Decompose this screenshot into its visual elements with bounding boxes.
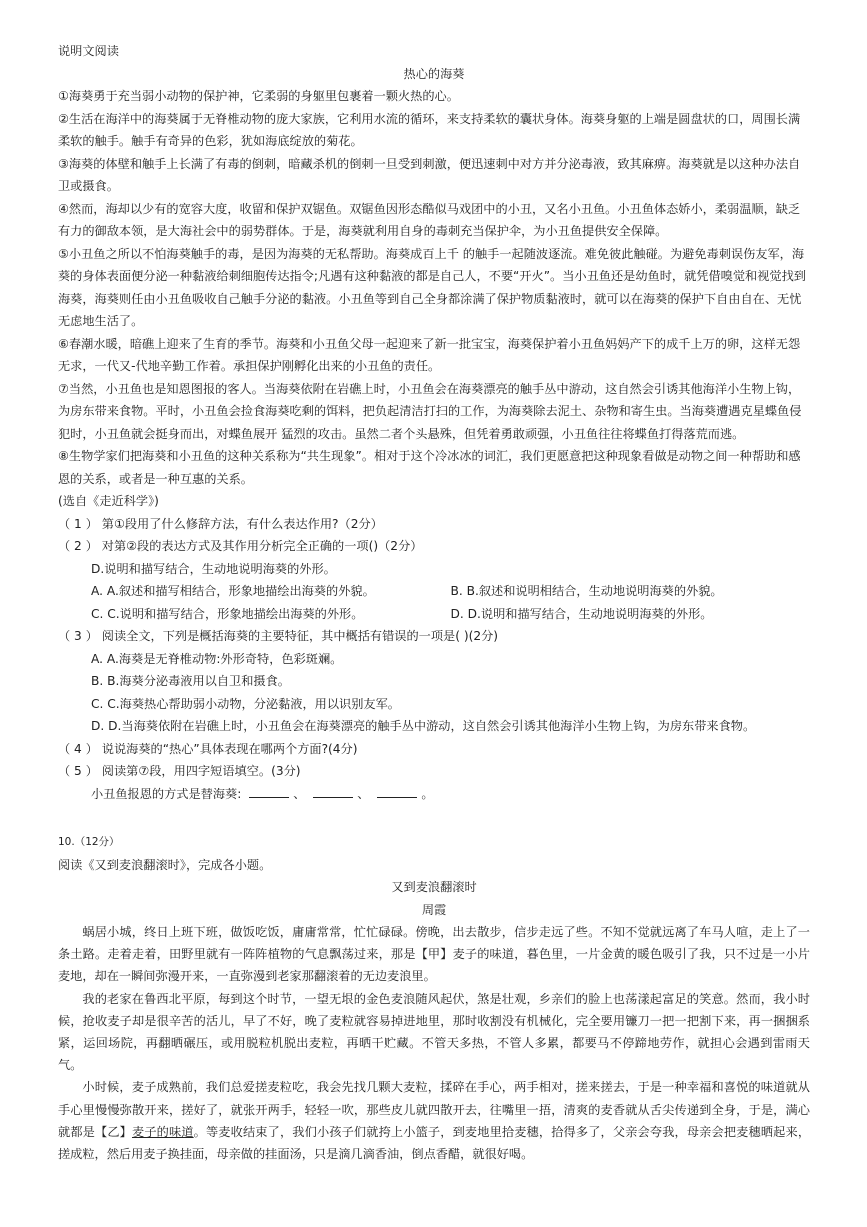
answer-blank-2[interactable] <box>313 785 353 798</box>
question-5-fill-line <box>58 783 810 806</box>
option-a[interactable]: A. A.叙述和描写相结合，形象地描绘出海葵的外貌。 <box>91 584 375 598</box>
option-d[interactable]: D. D.当海葵依附在岩礁上时，小丑鱼会在海葵漂亮的触手丛中游动，这自然会引诱其他海洋小生物上钩，为房东带来食物。 <box>91 719 756 733</box>
question-10-number: 10.（12分） <box>58 836 120 848</box>
question-2-extra: D.说明和描写结合，生动地说明海葵的外形。 <box>91 561 336 576</box>
paragraph-7: ⑦当然，小丑鱼也是知恩图报的客人。当海葵依附在岩礁上时，小丑鱼会在海葵漂亮的触手丛中游动，这自然会引诱其他海洋小生物上钩，为房东带来食物。平时，小丑鱼会捡食海葵吃剩的饵料，把负起清洁打扫的工作，为海葵除去泥土、杂物和寄生虫。当海葵遭遇克星蝶鱼侵犯时，小丑鱼就会挺身而出，对蝶鱼展开 猛烈的攻击。虽然二者个头悬殊，但凭着勇敢顽强，小丑鱼往往将蝶鱼打得落荒而逃。 <box>58 381 802 441</box>
question-4: （ 4 ） 说说海葵的“热心”具体表现在哪两个方面?(4分) <box>58 741 358 756</box>
question-1: （ 1 ） 第①段用了什么修辞方法，有什么表达作用?（2分） <box>58 516 383 531</box>
source-note: (选自《走近科学》) <box>58 494 159 508</box>
essay-p3-before: 小时候，麦子成熟前，我们总爱搓麦粒吃，我会先找几颗大麦粒，揉碎在手心，两手相对，搓来搓去，于是一种幸福和喜悦的味道就从手心里慢慢弥散开来，搓好了，就张开两手，轻轻一吹，那些皮儿就四散开去，往嘴里一捂，清爽的麦香就从舌尖传递到全身，于是，满心就都是【乙】 <box>58 1080 810 1139</box>
fill-separator: 、 <box>293 786 306 801</box>
underlined-phrase: 麦子的味道 <box>131 1124 194 1139</box>
option-d[interactable]: D. D.说明和描写结合，生动地说明海葵的外形。 <box>450 606 713 621</box>
essay-paragraph-2: 我的老家在鲁西北平原，每到这个时节，一望无垠的金色麦浪随风起伏，煞是壮观，乡亲们的脸上也荡漾起富足的笑意。然而，我小时候，抢收麦子却是很辛苦的活儿，早了不好，晚了麦粒就容易掉进地里，那时收割没有机械化，完全要用镰刀一把一把割下来，再一捆捆系紧，运回场院，再翻晒碾压，或用脱粒机脱出麦粒，再晒干贮藏。不管天多热，不管人多累，都要马不停蹄地劳作，就担心会遇到雷雨天气。 <box>58 991 810 1073</box>
question-3: （ 3 ） 阅读全文，下列是概括海葵的主要特征，其中概括有错误的一项是( )(2分) <box>58 629 499 643</box>
fill-end: 。 <box>421 786 434 801</box>
paragraph-4: ④然而，海却以少有的宽容大度，收留和保护双锯鱼。双锯鱼因形态酷似马戏团中的小丑，又名小丑鱼。小丑鱼体态娇小，柔弱温顺，缺乏有力的御敌本领，是大海社会中的弱势群体。于是，海葵就利用自身的毒刺充当保护伞，为小丑鱼提供安全保障。 <box>58 201 801 238</box>
essay-p3-after: 。等麦收结束了，我们小孩子们就挎上小篮子，到麦地里拾麦穗，拾得多了，父亲会夸我，母亲会把麦穗晒起来，搓成粒，然后用麦子换挂面，母亲做的挂面汤，只是滴几滴香油，倒点香醋，就很好喝。 <box>58 1124 811 1162</box>
question-2-options-row-2 <box>58 603 810 626</box>
fill-prefix: 小丑鱼报恩的方式是替海葵: <box>91 786 242 801</box>
essay-paragraph-3 <box>58 1076 810 1165</box>
paragraph-2: ②生活在海洋中的海葵属于无脊椎动物的庞大家族，它利用水流的循环，来支持柔软的囊状身体。海葵身躯的上端是圆盘状的口，周围长满柔软的触手。触手有奇异的色彩，犹如海底绽放的菊花。 <box>58 111 801 148</box>
question-5: （ 5 ） 阅读第⑦段，用四字短语填空。(3分) <box>58 764 301 778</box>
essay-paragraph-1: 蜗居小城，终日上班下班，做饭吃饭，庸庸常常，忙忙碌碌。傍晚，出去散步，信步走远了些。不知不觉就远离了车马人喧，走上了一条土路。走着走着，田野里就有一阵阵植物的气息飘荡过来，那是【甲】麦子的味道，暮色里，一片金黄的暖色吸引了我，只不过是一小片麦地，却在一瞬间弥漫开来，一直弥漫到老家那翻滚着的无边麦浪里。 <box>58 925 810 984</box>
question-10-intro: 阅读《又到麦浪翻滚时》，完成各小题。 <box>58 857 272 872</box>
paragraph-3: ③海葵的体壁和触手上长满了有毒的倒刺，暗藏杀机的倒刺一旦受到刺激，便迅速刺中对方并分泌毒液，致其麻痹。海葵就是以这种办法自卫或摄食。 <box>58 156 801 193</box>
option-c[interactable]: C. C.海葵热心帮助弱小动物，分泌黏液，用以识别友军。 <box>91 696 400 711</box>
paragraph-1: ①海葵勇于充当弱小动物的保护神，它柔弱的身躯里包裹着一颗火热的心。 <box>58 89 459 103</box>
fill-separator: 、 <box>357 786 370 801</box>
option-b[interactable]: B. B.海葵分泌毒液用以自卫和摄食。 <box>91 674 290 688</box>
paragraph-8: ⑧生物学家们把海葵和小丑鱼的这种关系称为“共生现象”。相对于这个冷冰冰的词汇，我们更愿意把这种现象看做是动物之间一种帮助和感恩的关系，或者是一种互惠的关系。 <box>58 449 801 486</box>
option-c[interactable]: C. C.说明和描写结合，形象地描绘出海葵的外形。 <box>91 606 364 621</box>
article-title: 热心的海葵 <box>403 66 465 81</box>
question-2: （ 2 ） 对第②段的表达方式及其作用分析完全正确的一项()（2分） <box>58 539 423 553</box>
option-b[interactable]: B. B.叙述和说明相结合，生动地说明海葵的外貌。 <box>450 584 723 598</box>
answer-blank-3[interactable] <box>377 785 417 798</box>
paragraph-6: ⑥春潮水暖，暗礁上迎来了生育的季节。海葵和小丑鱼父母一起迎来了新一批宝宝，海葵保护着小丑鱼妈妈产下的成千上万的卵，这样无怨无求，一代又-代地辛勤工作着。承担保护刚孵化出来的小丑鱼的责任。 <box>58 336 801 373</box>
essay-author: 周霞 <box>421 902 447 917</box>
question-2-options-row-1 <box>58 580 810 603</box>
essay-title: 又到麦浪翻滚时 <box>391 880 477 894</box>
section-label: 说明文阅读 <box>58 44 119 58</box>
option-a[interactable]: A. A.海葵是无脊椎动物:外形奇特，色彩斑斓。 <box>91 651 343 666</box>
answer-blank-1[interactable] <box>249 785 289 798</box>
document-page <box>58 40 810 1165</box>
paragraph-5: ⑤小丑鱼之所以不怕海葵触手的毒，是因为海葵的无私帮助。海葵成百上千 的触手一起随波逐流。难免彼此触碰。为避免毒刺误伤友军，海葵的身体表面便分泌一种黏液给刺细胞传达指令;凡遇有这种黏液的都是自己人，不要“开火”。当小丑鱼还是幼鱼时，就凭借嗅觉和视觉找到海葵，海葵则任由小丑鱼吸收自己触手分泌的黏液。小丑鱼等到自己全身都涂满了保护物质黏液时，就可以在海葵的保护下自由自在、无忧无虑地生活了。 <box>58 246 806 328</box>
